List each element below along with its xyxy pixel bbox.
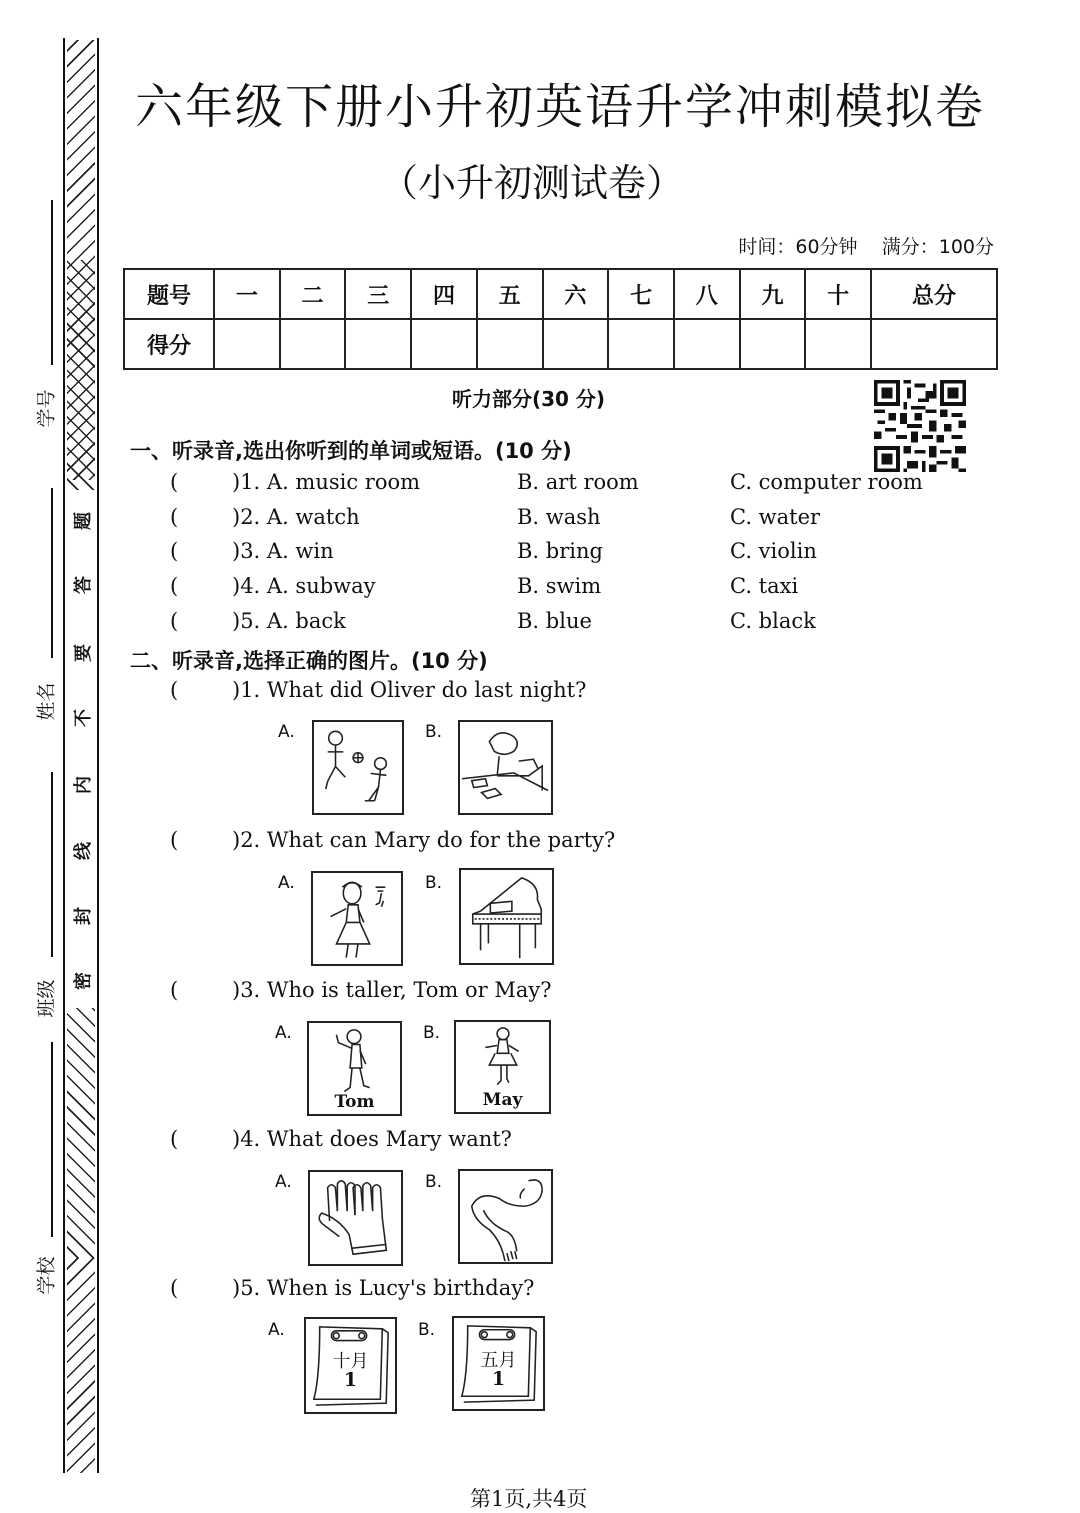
question-text: )1. What did Oliver do last night? xyxy=(232,678,587,702)
score-cell[interactable] xyxy=(805,319,871,369)
question-option-a: )3. A. win xyxy=(232,539,334,563)
score-row-label: 得分 xyxy=(124,319,214,369)
header-cell: 九 xyxy=(740,269,806,319)
score-table xyxy=(123,268,998,370)
seal-text-char: 不 xyxy=(73,709,94,727)
answer-blank[interactable]: ( xyxy=(170,1127,179,1151)
boys-playing-football-image[interactable] xyxy=(312,720,404,815)
question-option-b: B. art room xyxy=(517,470,639,494)
option-a-label: A. xyxy=(275,1172,292,1192)
seal-text-char: 答 xyxy=(73,576,94,594)
calendar-day: 1 xyxy=(491,1368,506,1390)
page-number: 第1页,共4页 xyxy=(470,1487,588,1511)
full-score: 满分：100分 xyxy=(881,236,994,258)
score-cell[interactable] xyxy=(543,319,609,369)
seal-text-char: 线 xyxy=(73,842,94,860)
score-cell[interactable] xyxy=(477,319,543,369)
exam-meta xyxy=(738,232,994,259)
gloves-image[interactable] xyxy=(308,1170,403,1266)
score-cell[interactable] xyxy=(608,319,674,369)
exam-subtitle: （小升初测试卷） xyxy=(380,161,685,205)
name-label: 姓名 xyxy=(35,682,58,721)
header-cell: 八 xyxy=(674,269,740,319)
seal-text-char: 题 xyxy=(73,512,94,530)
option-b-label: B. xyxy=(425,722,443,742)
boy-tom-image[interactable] xyxy=(307,1021,402,1116)
calendar-may-image[interactable] xyxy=(452,1316,545,1411)
seal-text-char: 要 xyxy=(73,644,94,662)
answer-blank[interactable]: ( xyxy=(170,505,179,529)
question-option-b: B. wash xyxy=(517,505,601,529)
option-b-label: B. xyxy=(425,1172,443,1192)
answer-blank[interactable]: ( xyxy=(170,539,179,563)
class-label: 班级 xyxy=(35,979,58,1018)
student-id-field[interactable] xyxy=(51,200,53,365)
school-field[interactable] xyxy=(51,1042,53,1237)
question-option-b: B. blue xyxy=(517,609,592,633)
boy-reading-at-desk-image[interactable] xyxy=(458,720,553,815)
seal-text-char: 密 xyxy=(73,972,94,990)
score-cell[interactable] xyxy=(214,319,280,369)
listening-part-title: 听力部分(30 分) xyxy=(452,387,606,411)
question-option-a: )1. A. music room xyxy=(232,470,421,494)
score-cell[interactable] xyxy=(411,319,477,369)
score-cell[interactable] xyxy=(345,319,411,369)
option-b-label: B. xyxy=(423,1023,441,1043)
calendar-october-image[interactable] xyxy=(304,1317,397,1414)
question-text: )5. When is Lucy's birthday? xyxy=(232,1276,535,1300)
section2-title: 二、听录音,选择正确的图片。(10 分) xyxy=(130,649,488,673)
question-option-c: C. computer room xyxy=(730,470,923,494)
binding-line-right xyxy=(97,38,99,1473)
seal-text-char: 封 xyxy=(73,907,94,925)
option-a-label: A. xyxy=(275,1023,292,1043)
exam-title: 六年级下册小升初英语升学冲刺模拟卷 xyxy=(134,79,985,135)
may-caption: May xyxy=(482,1090,523,1110)
header-cell: 四 xyxy=(411,269,477,319)
header-cell: 三 xyxy=(345,269,411,319)
tom-caption: Tom xyxy=(334,1092,375,1112)
class-field[interactable] xyxy=(51,772,53,957)
header-cell: 六 xyxy=(543,269,609,319)
question-option-c: C. violin xyxy=(730,539,817,563)
option-a-label: A. xyxy=(278,722,295,742)
answer-blank[interactable]: ( xyxy=(170,828,179,852)
answer-blank[interactable]: ( xyxy=(170,978,179,1002)
option-b-label: B. xyxy=(418,1320,436,1340)
piano-image[interactable] xyxy=(459,868,554,965)
question-option-b: B. swim xyxy=(517,574,602,598)
question-text: )3. Who is taller, Tom or May? xyxy=(232,978,552,1002)
student-id-label: 学号 xyxy=(35,389,58,428)
question-option-c: C. water xyxy=(730,505,821,529)
answer-blank[interactable]: ( xyxy=(170,1276,179,1300)
question-option-b: B. bring xyxy=(517,539,603,563)
seal-text-char: 内 xyxy=(73,776,94,794)
answer-blank[interactable]: ( xyxy=(170,678,179,702)
binding-line-left xyxy=(63,38,65,1473)
hatch-pattern-lower xyxy=(67,1008,95,1258)
score-table-score-row xyxy=(124,319,997,369)
scarf-image[interactable] xyxy=(458,1169,553,1264)
header-cell: 总分 xyxy=(871,269,997,319)
calendar-month: 五月 xyxy=(480,1350,517,1371)
header-cell: 五 xyxy=(477,269,543,319)
hatch-pattern-bottom xyxy=(67,1258,95,1473)
question-option-c: C. taxi xyxy=(730,574,799,598)
header-cell: 题号 xyxy=(124,269,214,319)
girl-may-image[interactable] xyxy=(454,1020,551,1114)
question-text: )2. What can Mary do for the party? xyxy=(232,828,616,852)
name-field[interactable] xyxy=(51,488,53,658)
question-option-a: )4. A. subway xyxy=(232,574,376,598)
score-table-header-row xyxy=(124,269,997,319)
header-cell: 七 xyxy=(608,269,674,319)
answer-blank[interactable]: ( xyxy=(170,609,179,633)
question-option-a: )5. A. back xyxy=(232,609,346,633)
score-cell[interactable] xyxy=(871,319,997,369)
question-option-a: )2. A. watch xyxy=(232,505,360,529)
score-cell[interactable] xyxy=(740,319,806,369)
question-option-c: C. black xyxy=(730,609,816,633)
question-text: )4. What does Mary want? xyxy=(232,1127,512,1151)
qr-code-icon[interactable] xyxy=(874,380,966,470)
header-cell: 一 xyxy=(214,269,280,319)
calendar-month: 十月 xyxy=(332,1351,369,1372)
school-label: 学校 xyxy=(35,1256,58,1295)
score-cell[interactable] xyxy=(674,319,740,369)
time-limit: 时间：60分钟 xyxy=(738,236,858,258)
section1-title: 一、听录音,选出你听到的单词或短语。(10 分) xyxy=(130,439,572,463)
answer-blank[interactable]: ( xyxy=(170,574,179,598)
option-b-label: B. xyxy=(425,873,443,893)
option-a-label: A. xyxy=(278,873,295,893)
hatch-pattern-upper xyxy=(67,260,95,490)
header-cell: 十 xyxy=(805,269,871,319)
header-cell: 二 xyxy=(280,269,346,319)
option-a-label: A. xyxy=(268,1320,285,1340)
score-cell[interactable] xyxy=(280,319,346,369)
calendar-day: 1 xyxy=(343,1369,358,1391)
girl-singing-image[interactable] xyxy=(311,871,403,966)
answer-blank[interactable]: ( xyxy=(170,470,179,494)
